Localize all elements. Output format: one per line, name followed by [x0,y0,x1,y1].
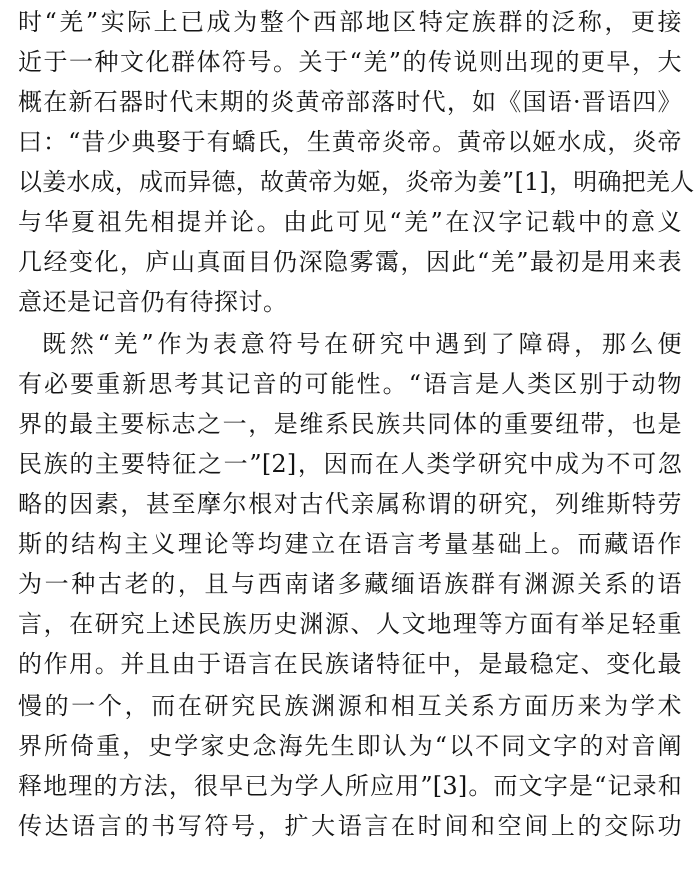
paragraph-end-line: 意还是记音仍有待探讨。 [18,288,288,316]
text-line: 略的因素，甚至摩尔根对古代亲属称谓的研究，列维斯特劳 [18,490,682,518]
text-line: 有必要重新思考其记音的可能性。“语言是人类区别于动物 [18,370,682,398]
text-line: 言，在研究上述民族历史渊源、人文地理等方面有举足轻重 [18,610,682,638]
text-line: 近于一种文化群体符号。关于“羌”的传说则出现的更早，大 [18,48,682,76]
text-line: 曰：“昔少典娶于有蟜氏，生黄帝炎帝。黄帝以姬水成，炎帝 [18,128,682,156]
text-line: 慢的一个，而在研究民族渊源和相互关系方面历来为学术 [18,692,682,720]
text-line: 概在新石器时代末期的炎黄帝部落时代，如《国语·晋语四》 [18,88,682,116]
text-line: 界所倚重，史学家史念海先生即认为“以不同文字的对音阐 [18,732,682,760]
text-line: 传达语言的书写符号，扩大语言在时间和空间上的交际功 [18,812,682,840]
text-line: 斯的结构主义理论等均建立在语言考量基础上。而藏语作 [18,530,682,558]
text-line: 释地理的方法，很早已为学人所应用”[3]。而文字是“记录和 [18,772,682,800]
text-line: 以姜水成，成而异德，故黄帝为姬，炎帝为姜”[1]，明确把羌人 [18,168,694,196]
paragraph-first-line: 既然“羌”作为表意符号在研究中遇到了障碍，那么便 [42,330,682,358]
text-line: 与华夏祖先相提并论。由此可见“羌”在汉字记载中的意义 [18,208,682,236]
text-line: 民族的主要特征之一”[2]，因而在人类学研究中成为不可忽 [18,450,682,478]
text-line: 为一种古老的，且与西南诸多藏缅语族群有渊源关系的语 [18,570,682,598]
text-line: 几经变化，庐山真面目仍深隐雾霭，因此“羌”最初是用来表 [18,248,682,276]
text-line: 的作用。并且由于语言在民族诸特征中，是最稳定、变化最 [18,650,682,678]
text-line: 时“羌”实际上已成为整个西部地区特定族群的泛称，更接 [18,8,682,36]
text-line: 界的最主要标志之一，是维系民族共同体的重要纽带，也是 [18,410,682,438]
